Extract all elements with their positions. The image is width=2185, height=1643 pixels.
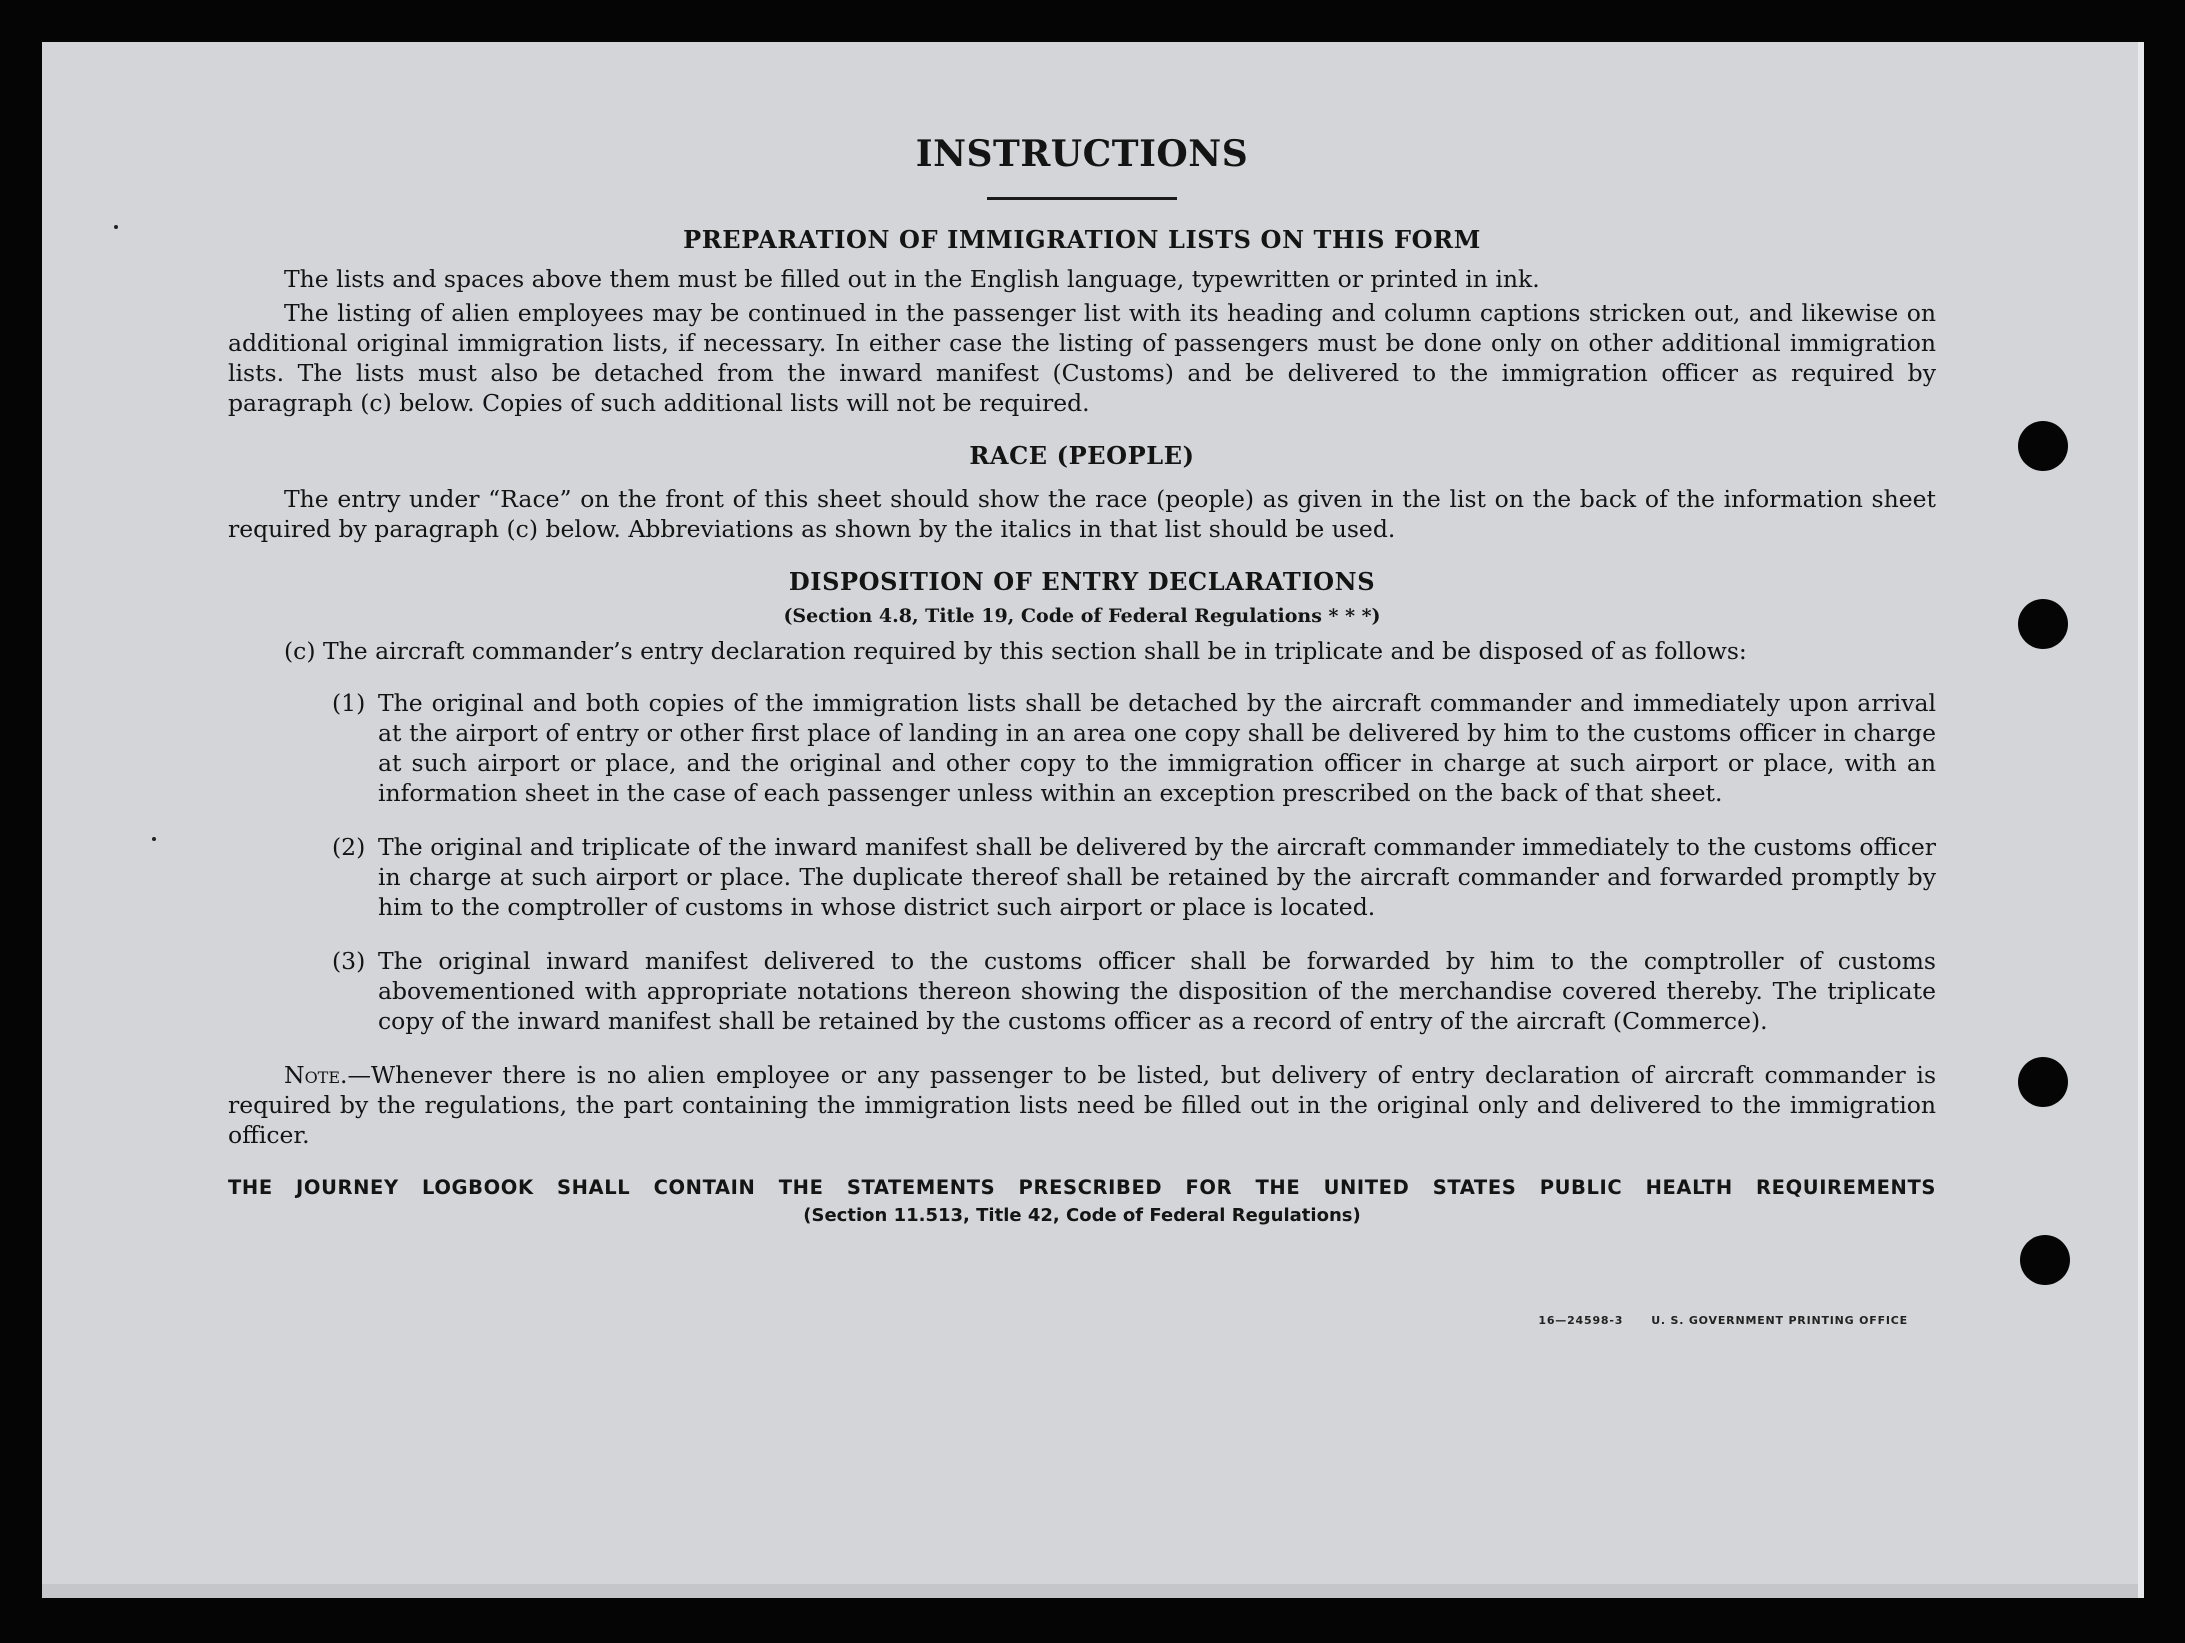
punch-hole (2018, 599, 2068, 649)
note-label: Note. (284, 1061, 348, 1089)
print-footer (1510, 1314, 1908, 1327)
note-text: —Whenever there is no alien employee or any passenger to be listed, but delivery of entry declaration of aircraft commander is required by the regulations, the part containing the immigration lists need be filled out in the original only and delivered to the immigration officer. (228, 1061, 1936, 1149)
document-page (42, 42, 2144, 1598)
punch-hole (2018, 1057, 2068, 1107)
list-item (332, 832, 1936, 922)
punch-hole (2020, 1235, 2070, 1285)
disposition-paragraph-c: (c) The aircraft commander’s entry declaration required by this section shall be in triplicate and be disposed of as follows: (284, 637, 1747, 665)
preparation-paragraph-1: The lists and spaces above them must be filled out in the English language, typewritten or printed in ink. (284, 265, 1540, 293)
preparation-heading: PREPARATION OF IMMIGRATION LISTS ON THIS FORM (683, 225, 1481, 254)
title-rule (987, 197, 1177, 200)
health-citation: (Section 11.513, Title 42, Code of Federal Regulations) (803, 1205, 1361, 1226)
form-number: 16—24598-3 (1538, 1314, 1624, 1327)
list-item-text: The original and both copies of the immigration lists shall be detached by the aircraft commander and immediately upon arrival at the airport of entry or other first place of landing in an area one copy shall be delivered by him to the customs officer in charge at such airport or place, and the original and other copy to the immigration officer in charge at such airport or place, with an information sheet in the case of each passenger unless within an exception prescribed on the back of that sheet. (378, 689, 1936, 807)
list-item-number: (2) (332, 833, 366, 861)
race-heading: RACE (PEOPLE) (969, 441, 1195, 470)
instructions-content (228, 129, 1936, 1230)
list-item (332, 688, 1936, 808)
health-statement: THE JOURNEY LOGBOOK SHALL CONTAIN THE STATEMENTS PRESCRIBED FOR THE UNITED STATES PUBLIC HEALTH REQUIREMENTS (228, 1176, 1936, 1199)
disposition-citation: (Section 4.8, Title 19, Code of Federal Regulations * * *) (783, 605, 1381, 627)
note-paragraph (228, 1060, 1936, 1150)
printer-credit: U. S. GOVERNMENT PRINTING OFFICE (1651, 1314, 1908, 1327)
paper-speck (114, 225, 118, 229)
list-item (332, 946, 1936, 1036)
list-item-number: (3) (332, 947, 366, 975)
preparation-paragraph-2: The listing of alien employees may be continued in the passenger list with its heading and column captions stricken out, and likewise on additional original immigration lists, if necessary. In either case the listing of passengers must be done only on other additional immigration lists. The lists must also be detached from the inward manifest (Customs) and be delivered to the immigration officer as required by paragraph (c) below. Copies of such additional lists will not be required. (228, 299, 1936, 417)
disposition-heading: DISPOSITION OF ENTRY DECLARATIONS (788, 567, 1376, 596)
list-item-text: The original inward manifest delivered to the customs officer shall be forwarded by him to the comptroller of customs abovementioned with appropriate notations thereon showing the disposition of the merchandise covered thereby. The triplicate copy of the inward manifest shall be retained by the customs officer as a record of entry of the aircraft (Commerce). (378, 947, 1936, 1035)
race-paragraph: The entry under “Race” on the front of this sheet should show the race (people) as given in the list on the back of the information sheet required by paragraph (c) below. Abbreviations as shown by the italics in that list should be used. (228, 485, 1936, 543)
page-title: INSTRUCTIONS (915, 133, 1249, 175)
list-item-number: (1) (332, 689, 366, 717)
list-item-text: The original and triplicate of the inward manifest shall be delivered by the aircraft commander immediately to the customs officer in charge at such airport or place. The duplicate thereof shall be retained by the aircraft commander and forwarded promptly by him to the comptroller of customs in whose district such airport or place is located. (378, 833, 1936, 921)
paper-speck (152, 837, 156, 841)
punch-hole (2018, 421, 2068, 471)
